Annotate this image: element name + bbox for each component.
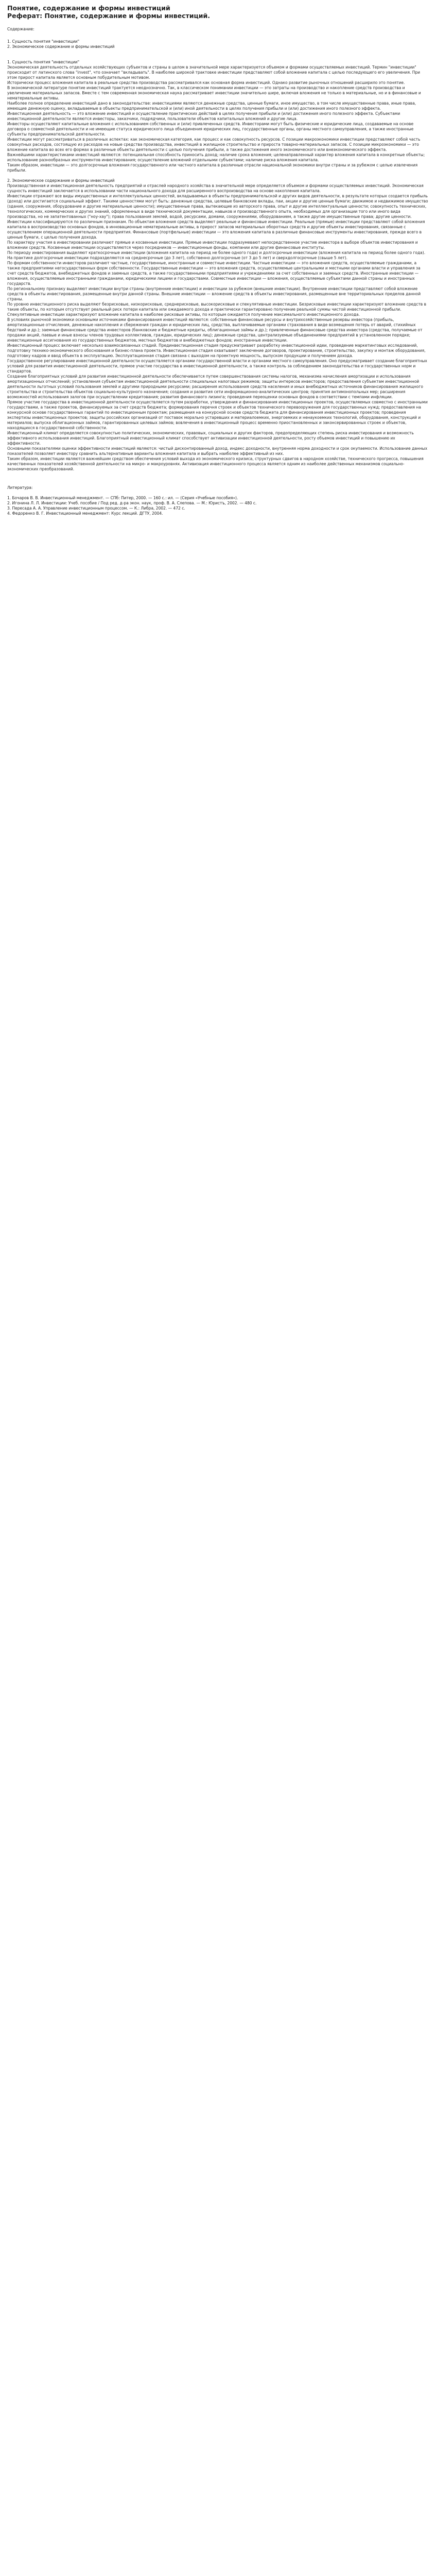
paragraph: Инвестиции классифицируются по различным признакам. По объектам вложения средств выделяют реальные и финансовые инвестиции. Реальные (прямые) инвестиции представляют собой вложения капитала в воспроизводство основных фондов, в инновационные нематериальные активы, в прирост запасов материальных оборотных средств и другие объекты инвестирования, связанные с осуществлением операционной деятельности предприятия. Финансовые (портфельные) инвестиции — это вложения капитала в различные финансовые инструменты инвестирования, прежде всего в ценные бумаги, с целью получения дохода. (7, 219, 425, 240)
toc-item: 1. Сущность понятия "инвестиции" (7, 39, 80, 44)
section-title: 2. Экономическое содержание и формы инвестиций (7, 178, 115, 183)
paragraph: Производственная и инвестиционная деятельность предприятий и отраслей народного хозяйства в значительной мере определяется объемом и формами осуществляемых инвестиций. Экономическая сущность инвестиций заключается в использовании части национального дохода для расширенного воспроизводства на основе накопления капитала. (7, 183, 424, 193)
paragraph: По периоду инвестирования выделяют краткосрочные инвестиции (вложения капитала на период не более одного года) и долгосрочные инвестиции (вложения капитала на период более одного года). На практике долгосрочные инвестиции подразделяются на среднесрочные (до 3 лет), собственно долгосрочные (от 3 до 5 лет) и сверхдолгосрочные (свыше 5 лет). (7, 250, 426, 260)
paragraph: Инвесторы осуществляют капитальные вложения с использованием собственных и (или) привлеченных средств. Инвесторами могут быть физические и юридические лица, создаваемые на основе договора о совместной деятельности и не имеющие статуса юридического лица объединения юридических лиц, государственные органы, органы местного самоуправления, а также иностранные субъекты предпринимательской деятельности. (7, 122, 414, 137)
toc-item: 2. Экономическое содержание и формы инвестиций (7, 44, 115, 49)
page-title: Понятие, содержание и формы инвестиций (7, 4, 170, 12)
paragraph: Таким образом, инвестиции являются важнейшим средством обеспечения условий выхода из экономического кризиса, структурных сдвигов в народном хозяйстве, технического прогресса, повышения качественных показателей хозяйственной деятельности на микро- и макроуровнях. Активизация инвестиционного процесса является одним из наиболее действенных механизмов социально-экономических преобразований. (7, 456, 424, 471)
literature-item: 3. Пересада А. А. Управление инвестиционным процессом. — К.: Либра, 2002. — 472 с. (7, 506, 185, 511)
paragraph: Важнейшими характеристиками инвестиций являются: потенциальная способность приносить доход; наличие срока вложения; целенаправленный характер вложения капитала в конкретные объекты; использование разнообразных инструментов инвестирования; осуществление вложений отдельными субъектами; наличие риска вложения капитала. (7, 152, 425, 162)
literature-list (7, 496, 429, 516)
paragraph: Создание благоприятных условий для развития инвестиционной деятельности обеспечивается путем совершенствования системы налогов, механизма начисления амортизации и использования амортизационных отчислений; установления субъектам инвестиционной деятельности специальных налоговых режимов; защиты интересов инвесторов; предоставления субъектам инвестиционной деятельности льготных условий пользования землей и другими природными ресурсами; расширения использования средств населения и иных внебюджетных источников финансирования жилищного строительства и строительства объектов социально-культурного назначения; создания и развития сети информационно-аналитических центров; принятия антимонопольных мер; расширения возможностей использования залогов при осуществлении кредитования; развития финансового лизинга; проведения переоценки основных фондов в соответствии с темпами инфляции. (7, 374, 423, 399)
document (0, 0, 436, 537)
paragraph: Государственное регулирование инвестиционной деятельности осуществляется органами государственной власти и органами местного самоуправления. Оно предусматривает создание благоприятных условий для развития инвестиционной деятельности, прямое участие государства в инвестиционной деятельности, а также контроль за соблюдением законодательства и государственных норм и стандартов. (7, 359, 427, 374)
section-1-body (7, 65, 429, 173)
paragraph: Инвестиционная деятельность — это вложение инвестиций и осуществление практических действий в целях получения прибыли и (или) достижения иного полезного эффекта. Субъектами инвестиционной деятельности являются инвесторы, заказчики, подрядчики, пользователи объектов капитальных вложений и другие лица. (7, 111, 400, 121)
paragraph: Инвестиции могут рассматриваться в различных аспектах: как экономическая категория, как процесс и как совокупность ресурсов. С позиции макроэкономики инвестиции представляют собой часть совокупных расходов, состоящую из расходов на новые средства производства, инвестиций в жилищное строительство и прироста товарно-материальных запасов. С позиции микроэкономики — это вложение капитала во всех его формах в различные объекты деятельности с целью получения прибыли, а также достижения иного экономического или внеэкономического эффекта. (7, 137, 421, 152)
paragraph: Инвестиционный климат определяется совокупностью политических, экономических, правовых, социальных и других факторов, предопределяющих степень риска инвестирования и возможность эффективного использования инвестиций. Благоприятный инвестиционный климат способствует активизации инвестиционной деятельности, росту объемов инвестиций и повышению их эффективности. (7, 431, 414, 446)
literature-item: 1. Бочаров В. В. Инвестиционный менеджмент. — СПб: Питер, 2000. — 160 с.: ил. — (Серия «Учебные пособия»). (7, 496, 238, 500)
table-of-contents (7, 39, 429, 49)
toc-heading: Содержание: (7, 27, 34, 31)
paragraph: Инвестиции отражают все виды имущественных и интеллектуальных ценностей, вкладываемых в объекты предпринимательской и других видов деятельности, в результате которых создается прибыль (доход) или достигается социальный эффект. Такими ценностями могут быть: денежные средства, целевые банковские вклады, паи, акции и другие ценные бумаги; движимое и недвижимое имущество (здания, сооружения, оборудование и другие материальные ценности); имущественные права, вытекающие из авторского права, опыт и другие интеллектуальные ценности; совокупность технических, технологических, коммерческих и других знаний, оформленных в виде технической документации, навыков и производственного опыта, необходимых для организации того или иного вида производства, но не запатентованных ("ноу-хау"); права пользования землей, водой, ресурсами, домами, сооружениями, оборудованием, а также другие имущественные права; другие ценности. (7, 194, 428, 219)
literature-heading: Литература: (7, 485, 33, 490)
paragraph: Исторически процесс вложения капитала в реальные средства производства рассматривался как основная форма инвестиций. Однако развитие рыночных отношений расширило это понятие. (7, 80, 405, 85)
section-2-body (7, 183, 429, 472)
page-subtitle: Реферат: Понятие, содержание и формы инвестиций. (7, 12, 211, 20)
paragraph: Прямое участие государства в инвестиционной деятельности осуществляется путем разработки, утверждения и финансирования инвестиционных проектов, осуществляемых совместно с иностранными государствами, а также проектов, финансируемых за счет средств бюджета; формирования перечня строек и объектов технического перевооружения для государственных нужд; предоставления на конкурсной основе государственных гарантий по инвестиционным проектам; размещения на конкурсной основе средств бюджета для финансирования инвестиционных проектов; проведения экспертизы инвестиционных проектов; защиты российских организаций от поставок морально устаревших и материалоемких, энергоемких и ненаукоемких технологий, оборудования, конструкций и материалов; выпуска облигационных займов, гарантированных целевых займов; вовлечения в инвестиционный процесс временно приостановленных и законсервированных строек и объектов, находящихся в государственной собственности. (7, 400, 428, 430)
paragraph: В экономической литературе понятие инвестиций трактуется неоднозначно. Так, в классическом понимании инвестиции — это затраты на производство и накопление средств производства и увеличение материальных запасов. Вместе с тем современная экономическая наука рассматривает инвестиции значительно шире, включая вложения не только в материальные, но и в финансовые и нематериальные активы. (7, 86, 421, 100)
paragraph: Таким образом, инвестиции — это долгосрочные вложения государственного или частного капитала в различные отрасли национальной экономики внутри страны и за рубежом с целью извлечения прибыли. (7, 163, 418, 173)
paragraph: По формам собственности инвесторов различают частные, государственные, иностранные и совместные инвестиции. Частные инвестиции — это вложения средств, осуществляемые гражданами, а также предприятиями негосударственных форм собственности. Государственные инвестиции — это вложения средств, осуществляемые центральными и местными органами власти и управления за счет средств бюджетов, внебюджетных фондов и заемных средств, а также государственными предприятиями и учреждениями за счет собственных и заемных средств. Иностранные инвестиции — вложения, осуществляемые иностранными гражданами, юридическими лицами и государствами. Совместные инвестиции — вложения, осуществляемые субъектами данной страны и иностранных государств. (7, 261, 421, 286)
paragraph: Наиболее полное определение инвестиций дано в законодательстве: инвестициями являются денежные средства, ценные бумаги, иное имущество, в том числе имущественные права, иные права, имеющие денежную оценку, вкладываемые в объекты предпринимательской и (или) иной деятельности в целях получения прибыли и (или) достижения иного полезного эффекта. (7, 101, 416, 111)
paragraph: Экономическая деятельность отдельных хозяйствующих субъектов и страны в целом в значительной мере характеризуется объемом и формами осуществляемых инвестиций. Термин "инвестиции" происходит от латинского слова "invest", что означает "вкладывать". В наиболее широкой трактовке инвестиции представляют собой вложение капитала с целью последующего его увеличения. При этом прирост капитала является основным побудительным мотивом. (7, 65, 421, 80)
paragraph: Инвестиционный процесс включает несколько взаимосвязанных стадий. Прединвестиционная стадия предусматривает разработку инвестиционной идеи, проведение маркетинговых исследований, подготовку технико-экономического обоснования и бизнес-плана проекта. Инвестиционная стадия охватывает заключение договоров, проектирование, строительство, закупку и монтаж оборудования, подготовку кадров и ввод объекта в эксплуатацию. Эксплуатационная стадия связана с выходом на проектную мощность, выпуском продукции и получением дохода. (7, 343, 426, 358)
paragraph: По характеру участия в инвестировании различают прямые и косвенные инвестиции. Прямые инвестиции подразумевают непосредственное участие инвестора в выборе объектов инвестирования и вложении средств. Косвенные инвестиции осуществляются через посредников — инвестиционные фонды, компании или другие финансовые институты. (7, 240, 418, 250)
literature-item: 2. Игонина Л. Л. Инвестиции: Учеб. пособие / Под ред. д-ра экон. наук, проф. В. А. Слепова. — М.: Юристъ, 2002. — 480 с. (7, 501, 257, 505)
paragraph: По региональному признаку выделяют инвестиции внутри страны (внутренние инвестиции) и инвестиции за рубежом (внешние инвестиции). Внутренние инвестиции представляют собой вложение средств в объекты инвестирования, размещенные внутри данной страны. Внешние инвестиции — вложение средств в объекты инвестирования, размещенные вне территориальных пределов данной страны. (7, 286, 421, 301)
section-title: 1. Сущность понятия "инвестиции" (7, 60, 80, 64)
paragraph: В условиях рыночной экономики основными источниками финансирования инвестиций являются: собственные финансовые ресурсы и внутрихозяйственные резервы инвестора (прибыль, амортизационные отчисления, денежные накопления и сбережения граждан и юридических лиц, средства, выплачиваемые органами страхования в виде возмещения потерь от аварий, стихийных бедствий и др.); заемные финансовые средства инвесторов (банковские и бюджетные кредиты, облигационные займы и др.); привлеченные финансовые средства инвестора (средства, получаемые от продажи акций, паевые и иные взносы членов трудовых коллективов, граждан, юридических лиц); денежные средства, централизуемые объединениями предприятий в установленном порядке; инвестиционные ассигнования из государственных бюджетов, местных бюджетов и внебюджетных фондов; иностранные инвестиции. (7, 317, 423, 343)
paragraph: По уровню инвестиционного риска выделяют безрисковые, низкорисковые, среднерисковые, высокорисковые и спекулятивные инвестиции. Безрисковые инвестиции характеризуют вложение средств в такие объекты, по которым отсутствует реальный риск потери капитала или ожидаемого дохода и практически гарантировано получение реальной суммы чистой инвестиционной прибыли. Спекулятивные инвестиции характеризуют вложение капитала в наиболее рисковые активы, по которым ожидается получение максимального инвестиционного дохода. (7, 302, 426, 317)
paragraph: Основными показателями оценки эффективности инвестиций являются: чистый дисконтированный доход, индекс доходности, внутренняя норма доходности и срок окупаемости. Использование данных показателей позволяет инвестору сравнить альтернативные варианты вложения капитала и выбрать наиболее эффективный из них. (7, 446, 428, 456)
literature-item: 4. Федоренко В. Г. Инвестиционный менеджмент: Курс лекций. ДГТУ, 2004. (7, 511, 163, 516)
